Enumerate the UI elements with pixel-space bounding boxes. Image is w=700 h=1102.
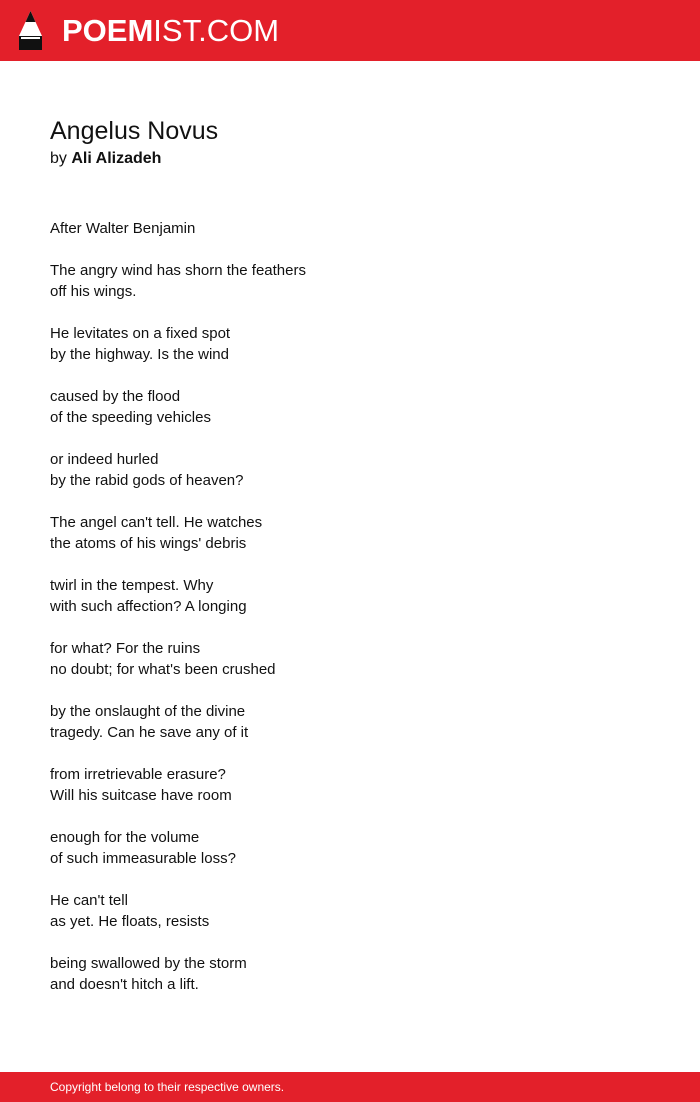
poem-line: with such affection? A longing	[50, 598, 247, 615]
poem-title: Angelus Novus	[50, 117, 219, 145]
poem-line: from irretrievable erasure?	[50, 766, 226, 783]
poem-line: The angry wind has shorn the feathers	[50, 262, 306, 279]
logo-bold-text: POEM	[62, 13, 154, 48]
poem-line: the atoms of his wings' debris	[50, 535, 247, 552]
poem-line: no doubt; for what's been crushed	[50, 661, 276, 678]
poem-line: He levitates on a fixed spot	[50, 325, 231, 342]
author-name: Ali Alizadeh	[71, 150, 162, 167]
poem-line: Will his suitcase have room	[50, 787, 232, 804]
poem-line: of the speeding vehicles	[50, 409, 211, 426]
copyright-notice: Copyright belong to their respective owners.	[50, 1080, 285, 1094]
poem-line: as yet. He floats, resists	[50, 913, 210, 930]
site-header	[0, 0, 700, 61]
poem-line: by the highway. Is the wind	[50, 346, 229, 363]
poem-line: The angel can't tell. He watches	[50, 514, 263, 531]
poem-line: of such immeasurable loss?	[50, 850, 236, 867]
logo-light-text: IST.COM	[153, 13, 280, 48]
poem-line: enough for the volume	[50, 829, 200, 846]
poem-line: for what? For the ruins	[50, 640, 201, 657]
poem-line: or indeed hurled	[50, 451, 159, 468]
poem-line: caused by the flood	[50, 388, 181, 405]
poem-line: He can't tell	[50, 892, 128, 909]
poem-line: tragedy. Can he save any of it	[50, 724, 249, 741]
site-logo[interactable]	[62, 11, 279, 51]
poem-line: twirl in the tempest. Why	[50, 577, 214, 594]
pencil-tip-icon[interactable]	[18, 10, 43, 51]
poem-line: off his wings.	[50, 283, 137, 300]
poem-line: and doesn't hitch a lift.	[50, 976, 199, 993]
dedication: After Walter Benjamin	[50, 220, 196, 237]
poem-line: by the rabid gods of heaven?	[50, 472, 244, 489]
poem-body	[50, 218, 650, 995]
by-label: by	[50, 150, 67, 167]
poem-line: by the onslaught of the divine	[50, 703, 246, 720]
poem-line: being swallowed by the storm	[50, 955, 247, 972]
site-footer	[0, 1072, 700, 1102]
byline	[50, 148, 161, 170]
